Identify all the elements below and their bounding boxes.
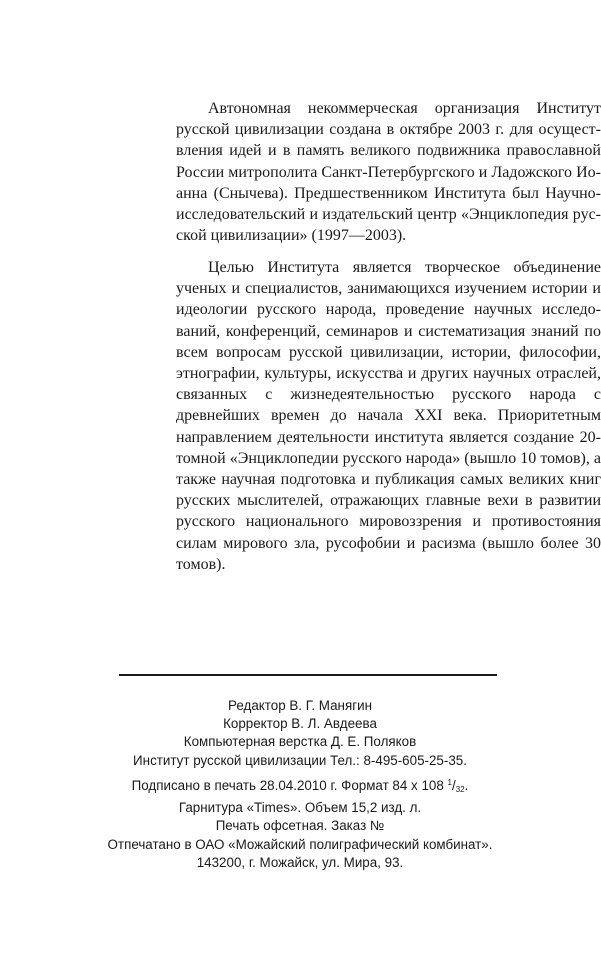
print-printer: Отпечатано в ОАО «Можайский полиграфический комбинат». <box>107 836 493 852</box>
credit-layout: Компьютерная верстка Д. Е. Поляков <box>183 734 417 750</box>
print-signed-format <box>80 774 520 799</box>
format-numerator: 1 <box>447 778 452 787</box>
paragraph-institute-goals: Целью Института является творческое объединение ученых и специалистов, занимающихся изучением истории и идеологии русского народа, проведение научных исследований, конференций, семинаров и систематизация знаний по всем вопросам русской цивилизации, истории, философии, этнографии, культуры, искусства и других научных отраслей, связанных с жизнедеятельностью русского народа с древнейших времен до начала XXI века. Приоритетным направлением деятельности института является создание 20-томной «Энциклопедии русского народа» (вышло 10 томов), а также научная подготовка и публикация самых великих книг русских мыслителей, отражающих главные вехи в развитии русского национального мировоззрения и противостояния силам мирового зла, русофобии и расизма (вышло более 30 томов). <box>176 259 601 573</box>
credit-editor: Редактор В. Г. Манягин <box>228 698 372 713</box>
format-suffix: . <box>464 778 469 793</box>
print-printer-address: 143200, г. Можайск, ул. Мира, 93. <box>196 854 404 870</box>
credit-proofreader: Корректор В. Л. Авдеева <box>223 716 377 732</box>
format-slash: / <box>451 778 456 793</box>
separator-line <box>119 674 497 676</box>
print-type-order: Печать офсетная. Заказ № <box>215 818 385 834</box>
format-denominator: 32 <box>455 785 465 794</box>
print-info-block <box>80 774 520 872</box>
credits-block <box>80 697 520 770</box>
print-signed-text: Подписано в печать 28.04.2010 г. Формат 84 х 108 <box>131 778 448 793</box>
paragraph-institute-history: Автономная некоммерческая организация Институт русской цивилизации создана в октябре 2003 г. для осуществления идей и в память великого подвижника православной России митрополита Санкт-Петербургского и Ладожского Иоанна (Снычева). Предшественником Института был Научно-исследовательский и издательский центр «Энциклопедия русской цивилизации» (1997—2003). <box>176 100 601 245</box>
credit-institute-phone: Институт русской цивилизации Тел.: 8-495-605-25-35. <box>133 752 467 768</box>
print-typeface-volume: Гарнитура «Times». Объем 15,2 изд. л. <box>178 800 422 816</box>
